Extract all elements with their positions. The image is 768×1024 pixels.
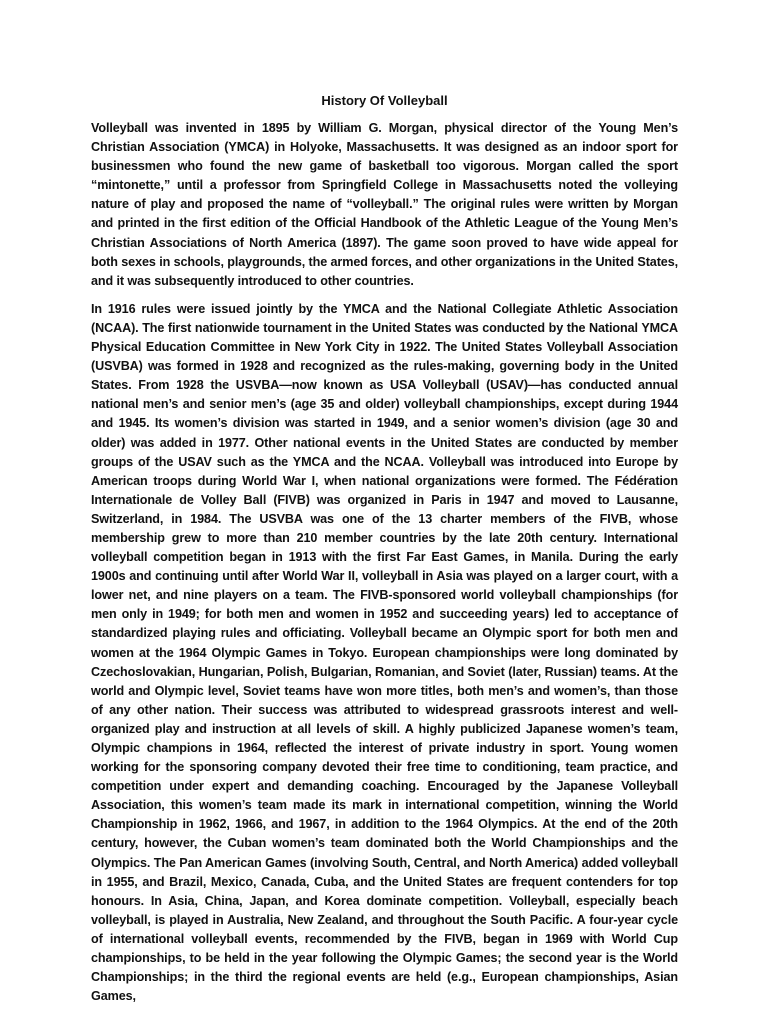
document-page [91, 92, 678, 1015]
paragraph-invention: Volleyball was invented in 1895 by William G. Morgan, physical director of the Young Men’s Christian Association (YMCA) in Holyoke, Massachusetts. It was designed as an indoor sport for businessmen who found the new game of basketball too vigorous. Morgan called the sport “mintonette,” until a professor from Springfield College in Massachusetts noted the volleying nature of play and proposed the name of “volleyball.” The original rules were written by Morgan and printed in the first edition of the Official Handbook of the Athletic League of the Young Men’s Christian Associations of North America (1897). The game soon proved to have wide appeal for both sexes in schools, playgrounds, the armed forces, and other organizations in the United States, and it was subsequently introduced to other countries. [91, 121, 679, 288]
document-title: History Of Volleyball [321, 93, 448, 108]
paragraph-history: In 1916 rules were issued jointly by the YMCA and the National Collegiate Athletic Association (NCAA). The first nationwide tournament in the United States was conducted by the National YMCA Physical Education Committee in New York City in 1922. The United States Volleyball Association (USVBA) was formed in 1928 and recognized as the rules-making, governing body in the United States. From 1928 the USVBA—now known as USA Volleyball (USAV)—has conducted annual national men’s and senior men’s (age 35 and older) volleyball championships, except during 1944 and 1945. Its women’s division was started in 1949, and a senior women’s division (age 30 and older) was added in 1977. Other national events in the United States are conducted by member groups of the USAV such as the YMCA and the NCAA. Volleyball was introduced into Europe by American troops during World War I, when national organizations were formed. The Fédération Internationale de Volley Ball (FIVB) was organized in Paris in 1947 and moved to Lausanne, Switzerland, in 1984. The USVBA was one of the 13 charter members of the FIVB, whose membership grew to more than 210 member countries by the late 20th century. International volleyball competition began in 1913 with the first Far East Games, in Manila. During the early 1900s and continuing until after World War II, volleyball in Asia was played on a larger court, with a lower net, and nine players on a team. The FIVB-sponsored world volleyball championships (for men only in 1949; for both men and women in 1952 and succeeding years) led to acceptance of standardized playing rules and officiating. Volleyball became an Olympic sport for both men and women at the 1964 Olympic Games in Tokyo. European championships were long dominated by Czechoslovakian, Hungarian, Polish, Bulgarian, Romanian, and Soviet (later, Russian) teams. At the world and Olympic level, Soviet teams have won more titles, both men’s and women’s, than those of any other nation. Their success was attributed to widespread grassroots interest and well-organized play and instruction at all levels of skill. A highly publicized Japanese women’s team, Olympic champions in 1964, reflected the interest of private industry in sport. Young women working for the sponsoring company devoted their free time to conditioning, team practice, and competition under expert and demanding coaching. Encouraged by the Japanese Volleyball Association, this women’s team made its mark in international competition, winning the World Championship in 1962, 1966, and 1967, in addition to the 1964 Olympics. At the end of the 20th century, however, the Cuban women’s team dominated both the World Championships and the Olympics. The Pan American Games (involving South, Central, and North America) added volleyball in 1955, and Brazil, Mexico, Canada, Cuba, and the United States are frequent contenders for top honours. In Asia, China, Japan, and Korea dominate competition. Volleyball, especially beach volleyball, is played in Australia, New Zealand, and throughout the South Pacific. A four-year cycle of international volleyball events, recommended by the FIVB, began in 1969 with World Cup championships, to be held in the year following the Olympic Games; the second year is the World Championships; in the third the regional events are held (e.g., European championships, Asian Games, [91, 301, 678, 1004]
